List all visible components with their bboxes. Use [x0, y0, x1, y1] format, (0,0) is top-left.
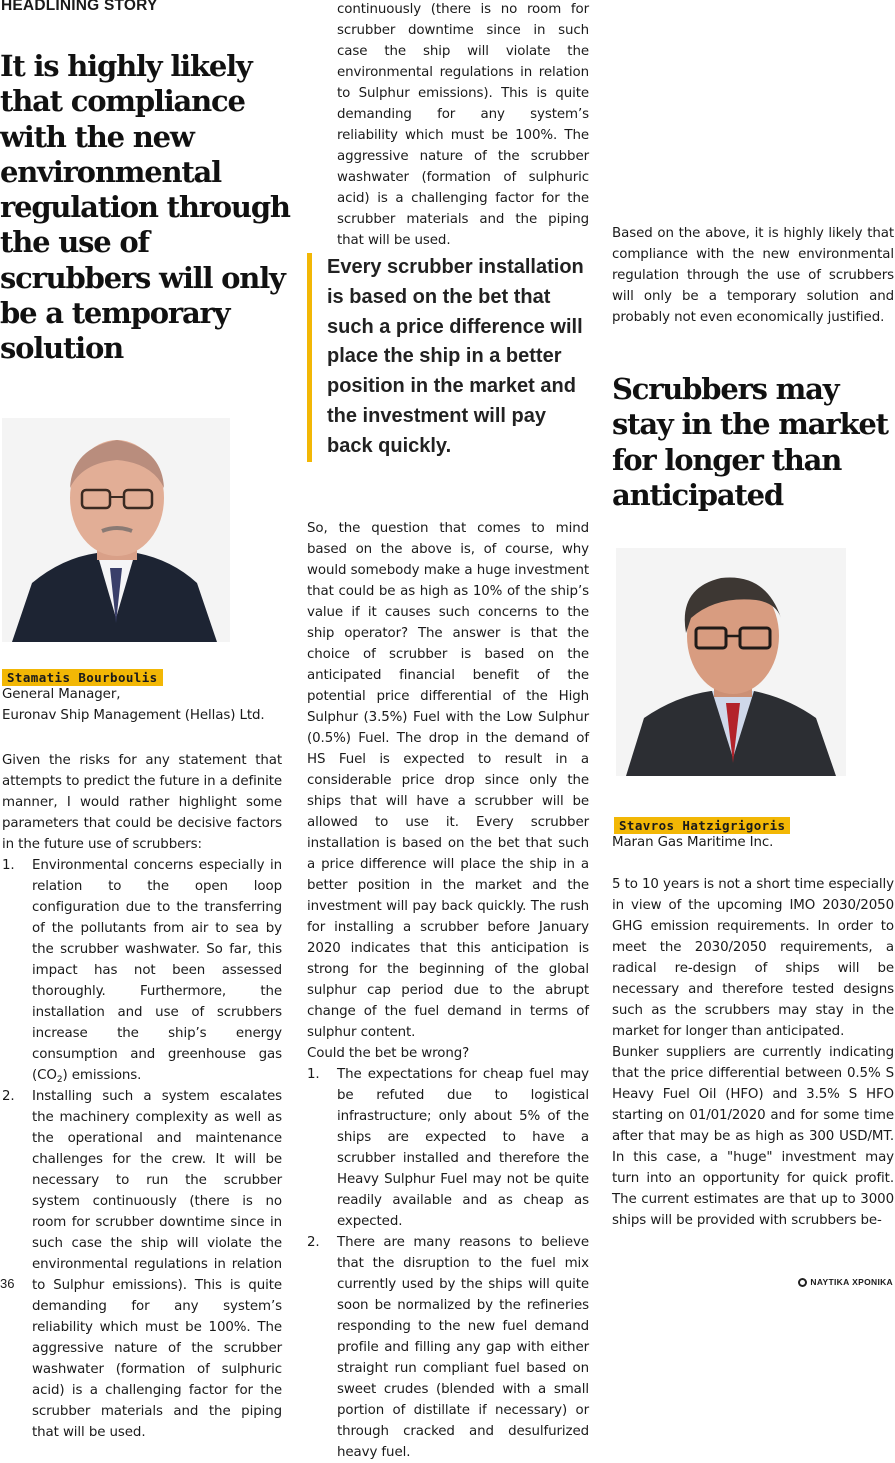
- conclusion-paragraph: Based on the above, it is highly likely that compliance with the new environmental regulation through the use of scrubbers will only be a temporary solution and probably not even economically justified.: [612, 226, 894, 325]
- factors-list: [2, 855, 282, 1443]
- story2-headline: Scrubbers may stay in the market for longer than anticipated: [612, 372, 888, 512]
- page-number: 36: [0, 1276, 15, 1291]
- author1-name-tag: Stamatis Bourboulis: [2, 669, 163, 686]
- story2-paragraph-2: Bunker suppliers are currently indicating that the price differential between 0.5% S Heavy Fuel Oil (HFO) and 3.5% S HFO starting on 01/01/2020 and for some time after that may be as high as 300 USD/MT. In this case, a "huge" investment may turn into an opportunity for quick profit. The current estimates are that up to 3000 ships will be provided with scrubbers be-: [612, 1045, 894, 1228]
- list-item: 1. The expectations for cheap fuel may be refuted due to logistical infrastructure; only about 5% of the ships are expected to have a scrubber installed and therefore the Heavy Sulphur Fuel may not be quite readily available and as cheap as expected.: [307, 1067, 589, 1229]
- brand-name: ΝΑΥΤΙΚΑ ΧΡΟΝΙΚΑ: [810, 1277, 893, 1287]
- column-2-body: [307, 518, 589, 1463]
- footer-brand: [798, 1277, 893, 1287]
- intro-paragraph: Given the risks for any statement that attempts to predict the future in a definite manner, I would rather highlight some parameters that could be decisive factors in the future use of scrubbers:: [2, 753, 282, 852]
- section-label: HEADLINING STORY: [1, 0, 158, 14]
- author2-company: Maran Gas Maritime Inc.: [612, 835, 774, 850]
- author1-photo: [2, 418, 230, 642]
- item2-continued: continuously (there is no room for scrubber downtime since in such case the ship will violate the environmental regulations in relation to Sulphur emissions). This is quite demanding for any system’s reliability which must be 100%. The aggressive nature of the scrubber washwater (formation of sulphuric acid) is a challenging factor for the scrubber materials and the piping that will be used.: [337, 2, 589, 248]
- author2-portrait: [616, 548, 846, 776]
- story2-paragraph-1: 5 to 10 years is not a short time especially in view of the upcoming IMO 2030/2050 GHG emission requirements. In order to meet the 2030/2050 requirements, a radical re-design of ships will be necessary and therefore tested designs such as the scrubbers may stay in the market for longer than anticipated.: [612, 877, 894, 1039]
- author1-title: General Manager,: [2, 687, 121, 702]
- question-line: Could the bet be wrong?: [307, 1046, 470, 1061]
- analysis-paragraph: So, the question that comes to mind based on the above is, of course, why would somebody make a huge investment that could be as high as 10% of the ship’s value if it causes such concerns to the ship operator? The answer is that the choice of scrubber is based on the anticipated financial benefit of the potential price differential of the High Sulphur (3.5%) Fuel with the Low Sulphur (0.5%) Fuel. The drop in the demand of HS Fuel is expected to result in a considerable price drop since only the ships that will have a scrubber will be allowed to use it. Every scrubber installation is based on the bet that such a price difference will place the ship in a better position in the market and the investment will pay back quickly. The rush for installing a scrubber before January 2020 indicates that this anticipation is strong for the beginning of the global sulphur cap period due to the abrupt change of the fuel demand in terms of sulphur content.: [307, 521, 589, 1040]
- list-item: 2. Installing such a system escalates the machinery complexity as well as the operational and maintenance challenges for the crew. It will be necessary to run the scrubber system continuously (there is no room for scrubber downtime since in such case the ship will violate the environmental regulations in relation to Sulphur emissions). This is quite demanding for any system’s reliability which must be 100%. The aggressive nature of the scrubber washwater (formation of sulphuric acid) is a challenging factor for the scrubber materials and the piping that will be used.: [2, 1089, 282, 1440]
- column-3-body: [612, 223, 894, 328]
- column-2-continuation: [307, 2, 589, 248]
- list-item: 2. There are many reasons to believe that the disruption to the fuel mix currently used by the ships will quite soon be normalized by the refineries responding to the new fuel demand profile and filling any gap with either straight run compliant fuel based on sweet crudes (blended with a small portion of distillate if necessary) or through cracked and desulfurized heavy fuel.: [307, 1235, 589, 1460]
- pull-quote: Every scrubber installation is based on the bet that such a price difference will place the ship in a better position in the market and the investment will pay back quickly.: [307, 253, 589, 462]
- brand-logo-icon: [798, 1278, 807, 1287]
- author2-photo: [616, 548, 846, 776]
- list-item: 1. Environmental concerns especially in relation to the open loop configuration due to the transferring of the pollutants from air to sea by the scrubber washwater. So far, this impact has not been assessed thoroughly. Furthermore, the installation and use of scrubbers increase the ship’s energy consumption and greenhouse gas $(CO_2)$ emissions.: [2, 858, 282, 1085]
- author1-portrait: [2, 418, 230, 642]
- risks-list: [307, 1064, 589, 1463]
- column-3-story2-body: [612, 874, 894, 1231]
- author2-name-tag: Stavros Hatzigrigoris: [614, 817, 790, 834]
- story1-headline: It is highly likely that compliance with the new environmental regulation through the use of scrubbers will only be a temporary solution: [0, 49, 290, 366]
- author1-company: Euronav Ship Management (Hellas) Ltd.: [2, 708, 265, 723]
